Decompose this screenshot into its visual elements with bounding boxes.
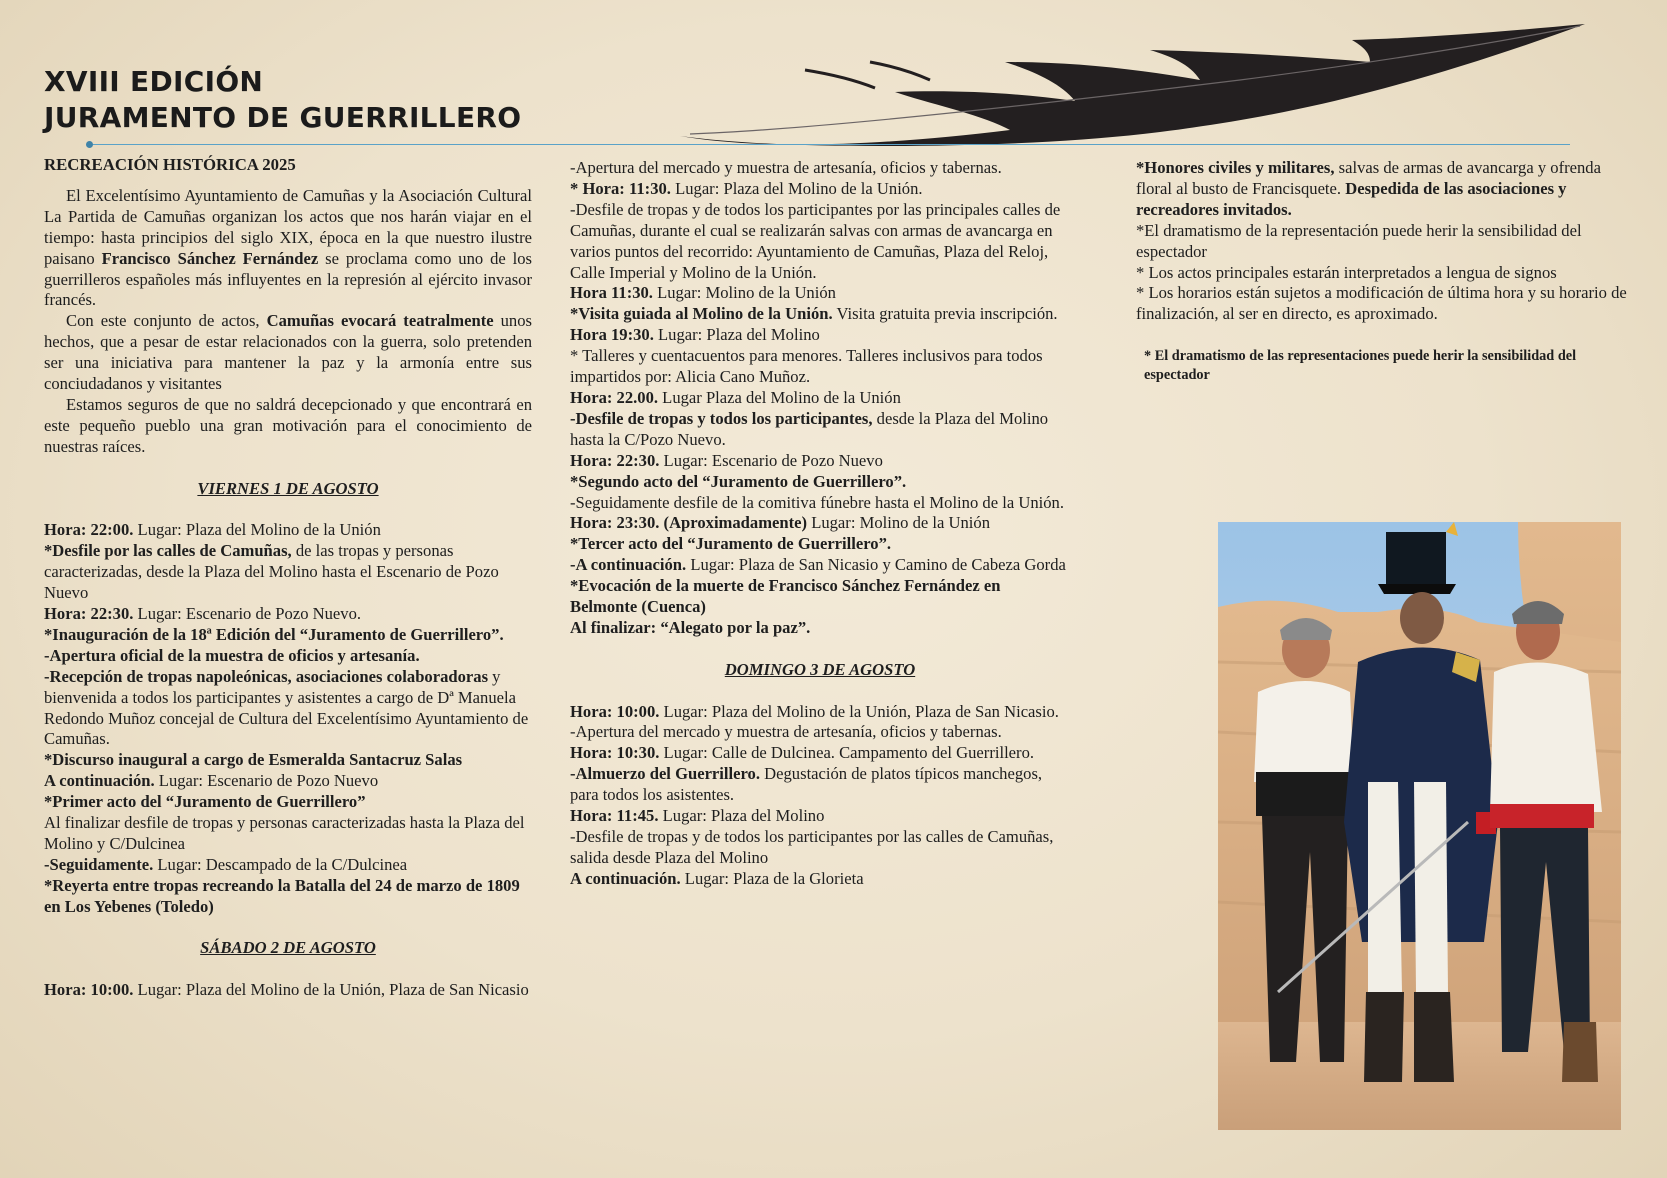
event-title: -Almuerzo del Guerrillero.: [570, 764, 761, 784]
event-entry: -Desfile de tropas y de todos los participantes por las calles de Camuñas, salida desde Plaza del Molino: [570, 826, 1054, 867]
event-entry: -Apertura del mercado y muestra de artesanía, oficios y tabernas.: [570, 722, 1002, 742]
event-time: Hora: 22:30.: [44, 604, 134, 623]
event-entry: -Desfile de tropas y de todos los participantes por las principales calles de Camuñas, durante el cual se realizarán salvas con armas de avancarga en varios puntos del recorrido: Ayuntamiento de Camuñas, Plaza del Reloj, Calle Imperial y Molino de la Unión.: [570, 199, 1061, 282]
event-time: Hora: 10:30.: [570, 743, 660, 763]
event-entry: [44, 604, 532, 625]
day-heading-friday: VIERNES 1 DE AGOSTO: [197, 478, 379, 498]
event-entry: [44, 855, 532, 876]
intro-text: unos hechos, que a pesar de estar relacionados con la guerra, solo pretenden ser una iniciativa para mantener la paz y la armonía entre sus conciudadanos y visitantes: [44, 311, 532, 394]
event-time: Hora: 23:30. (Aproximadamente): [570, 513, 808, 533]
event-title: -Apertura oficial de la muestra de oficios y artesanía.: [44, 645, 420, 665]
day-heading-sunday: DOMINGO 3 DE AGOSTO: [724, 659, 916, 679]
event-entry: [570, 472, 1070, 493]
event-time: Hora 11:30.: [570, 283, 653, 303]
event-title: *Reyerta entre tropas recreando la Batalla del 24 de marzo de 1809 en Los Yebenes (Toledo): [44, 875, 520, 916]
event-title: *Honores civiles y militares,: [1136, 158, 1335, 177]
event-entry: [44, 520, 532, 541]
event-entry: [570, 764, 1070, 806]
event-text: Lugar: Plaza del Molino de la Unión.: [670, 178, 923, 198]
event-time: * Hora: 11:30.: [570, 178, 671, 198]
event-title: *Tercer acto del “Juramento de Guerrillero”.: [570, 534, 892, 554]
intro-text: El Excelentísimo Ayuntamiento de Camuñas y la Asociación Cultural La Partida de Camuñas organizan los actos que nos harán viajar en el tiempo: hasta principios del siglo XIX, época en la que nuestro ilustre paisano: [44, 185, 532, 268]
event-entry: -Apertura del mercado y muestra de artesanía, oficios y tabernas.: [570, 158, 1002, 177]
quill-feather-icon: [680, 18, 1600, 168]
event-title: *Desfile por las calles de Camuñas,: [44, 541, 292, 561]
intro-paragraph-2: [44, 311, 532, 395]
event-title: -Recepción de tropas napoleónicas, asociaciones colaboradoras: [44, 666, 489, 686]
event-time: Hora: 22.00.: [570, 387, 659, 407]
note-sensitivity: *El dramatismo de la representación puede herir la sensibilidad del espectador: [1136, 220, 1582, 261]
event-entry: * Talleres y cuentacuentos para menores. Talleres inclusivos para todos impartidos por: Alicia Cano Muñoz.: [570, 346, 1043, 387]
event-entry: [570, 388, 1070, 409]
event-entry: [570, 806, 1070, 827]
event-entry: -Seguidamente desfile de la comitiva fúnebre hasta el Molino de la Unión.: [570, 492, 1064, 512]
event-entry: [570, 513, 1070, 534]
reenactment-photo: [1218, 522, 1621, 1130]
event-entry: [570, 409, 1070, 451]
event-title: -Desfile de tropas y todos los participantes,: [570, 408, 873, 428]
title-line-2: JURAMENTO DE GUERRILLERO: [44, 101, 522, 134]
hero-name: Francisco Sánchez Fernández: [101, 248, 319, 268]
program-column-1: [44, 155, 532, 1001]
event-title: *Segundo acto del “Juramento de Guerrillero”.: [570, 471, 907, 491]
event-entry: [44, 750, 532, 771]
event-entry: Al finalizar desfile de tropas y personas caracterizadas hasta la Plaza del Molino y C/Dulcinea: [44, 813, 525, 853]
event-entry: [570, 304, 1070, 325]
page-title: [44, 64, 521, 136]
event-title: Despedida de las asociaciones y recreadores invitados.: [1136, 178, 1567, 219]
event-text: Lugar: Escenario de Pozo Nuevo: [659, 450, 883, 470]
event-time: Hora: 10:00.: [570, 701, 660, 721]
note-warning-bold: * El dramatismo de las representaciones puede herir la sensibilidad del espectador: [1144, 348, 1577, 383]
event-entry: [44, 792, 532, 813]
event-title: *Visita guiada al Molino de la Unión.: [570, 304, 833, 324]
intro-paragraph-3: Estamos seguros de que no saldrá decepcionado y que encontrará en este pequeño pueblo una gran motivación para el conocimiento de nuestras raíces.: [44, 394, 532, 456]
event-title: *Evocación de la muerte de Francisco Sánchez Fernández en Belmonte (Cuenca): [570, 576, 1001, 617]
event-entry: [44, 625, 532, 646]
event-text: Lugar Plaza del Molino de la Unión: [658, 387, 901, 407]
event-entry: [44, 876, 532, 918]
intro-text: Con este conjunto de actos,: [66, 311, 267, 331]
event-entry: [570, 702, 1070, 723]
event-entry: [570, 618, 1070, 639]
event-text: Lugar: Molino de la Unión: [807, 513, 991, 533]
event-text: Lugar: Descampado de la C/Dulcinea: [153, 854, 408, 874]
event-entry: [570, 555, 1070, 576]
event-entry: [44, 980, 532, 1001]
event-entry: [570, 534, 1070, 555]
event-text: Lugar: Plaza del Molino: [658, 806, 825, 826]
event-text: Lugar: Plaza del Molino: [653, 325, 820, 345]
intro-text: se proclama como uno de los guerrilleros españoles más influyentes en la represión al ejército invasor francés.: [44, 248, 533, 310]
intro-highlight: Camuñas evocará teatralmente: [266, 311, 494, 331]
event-entry: [44, 646, 532, 667]
event-entry: [570, 325, 1070, 346]
event-text: Lugar: Plaza de San Nicasio y Camino de Cabeza Gorda: [686, 555, 1066, 575]
event-text: Lugar: Escenario de Pozo Nuevo.: [133, 604, 362, 623]
event-text: Lugar: Calle de Dulcinea. Campamento del Guerrillero.: [659, 743, 1035, 763]
event-entry: [570, 576, 1070, 618]
event-time: -Seguidamente.: [44, 854, 154, 874]
event-entry: [1136, 158, 1636, 221]
event-time: -A continuación.: [570, 555, 687, 575]
event-title: *Inauguración de la 18ª Edición del “Juramento de Guerrillero”.: [44, 624, 504, 644]
event-time: Hora: 11:45.: [570, 806, 659, 826]
event-text: Degustación de platos típicos manchegos, para todos los asistentes.: [570, 764, 1043, 805]
day-heading-saturday: SÁBADO 2 DE AGOSTO: [200, 938, 376, 958]
event-text: Lugar: Molino de la Unión: [652, 283, 836, 303]
program-column-2: [570, 158, 1070, 890]
event-text: salvas de armas de avancarga y ofrenda floral al busto de Francisquete.: [1136, 158, 1601, 198]
note-schedule: * Los horarios están sujetos a modificación de última hora y su horario de finalización, al ser en directo, es aproximado.: [1136, 283, 1627, 324]
event-text: Visita gratuita previa inscripción.: [832, 304, 1058, 324]
event-text: Lugar: Escenario de Pozo Nuevo: [154, 771, 379, 791]
event-entry: [570, 179, 1070, 200]
event-text: Lugar: Plaza del Molino de la Unión: [133, 520, 381, 540]
event-title: *Discurso inaugural a cargo de Esmeralda Santacruz Salas: [44, 750, 463, 770]
program-column-3: [1136, 158, 1636, 384]
event-entry: [570, 451, 1070, 472]
divider-dot: [86, 141, 93, 148]
event-entry: [44, 667, 532, 751]
event-time: A continuación.: [44, 771, 155, 791]
event-time: Hora: 10:00.: [44, 980, 134, 1000]
title-line-1: XVIII EDICIÓN: [44, 65, 264, 98]
event-text: y bienvenida a todos los participantes y asistentes a cargo de Dª Manuela Redondo Muñoz concejal de Cultura del Excelentísimo Ayuntamiento de Camuñas.: [44, 666, 529, 749]
note-sign-language: * Los actos principales estarán interpretados a lengua de signos: [1136, 262, 1557, 282]
event-time: Hora: 22:30.: [570, 450, 660, 470]
event-entry: [44, 541, 532, 604]
event-time: Hora 19:30.: [570, 325, 654, 345]
header-divider: [88, 144, 1570, 145]
event-time: A continuación.: [570, 868, 681, 888]
event-title: Al finalizar: “Alegato por la paz”.: [570, 617, 811, 637]
event-text: Lugar: Plaza del Molino de la Unión, Plaza de San Nicasio.: [659, 701, 1059, 721]
event-text: Lugar: Plaza del Molino de la Unión, Plaza de San Nicasio: [133, 980, 529, 1000]
event-entry: [570, 283, 1070, 304]
event-entry: [44, 771, 532, 792]
event-entry: [570, 869, 1070, 890]
intro-paragraph-1: [44, 186, 532, 311]
event-text: desde la Plaza del Molino hasta la C/Pozo Nuevo.: [570, 408, 1049, 449]
event-time: Hora: 22:00.: [44, 520, 134, 540]
event-title: *Primer acto del “Juramento de Guerrillero”: [44, 792, 366, 812]
section-subtitle: RECREACIÓN HISTÓRICA 2025: [44, 155, 296, 174]
event-entry: [570, 743, 1070, 764]
event-text: Lugar: Plaza de la Glorieta: [680, 868, 864, 888]
event-text: de las tropas y personas caracterizadas, desde la Plaza del Molino hasta el Escenario de Pozo Nuevo: [44, 541, 499, 603]
